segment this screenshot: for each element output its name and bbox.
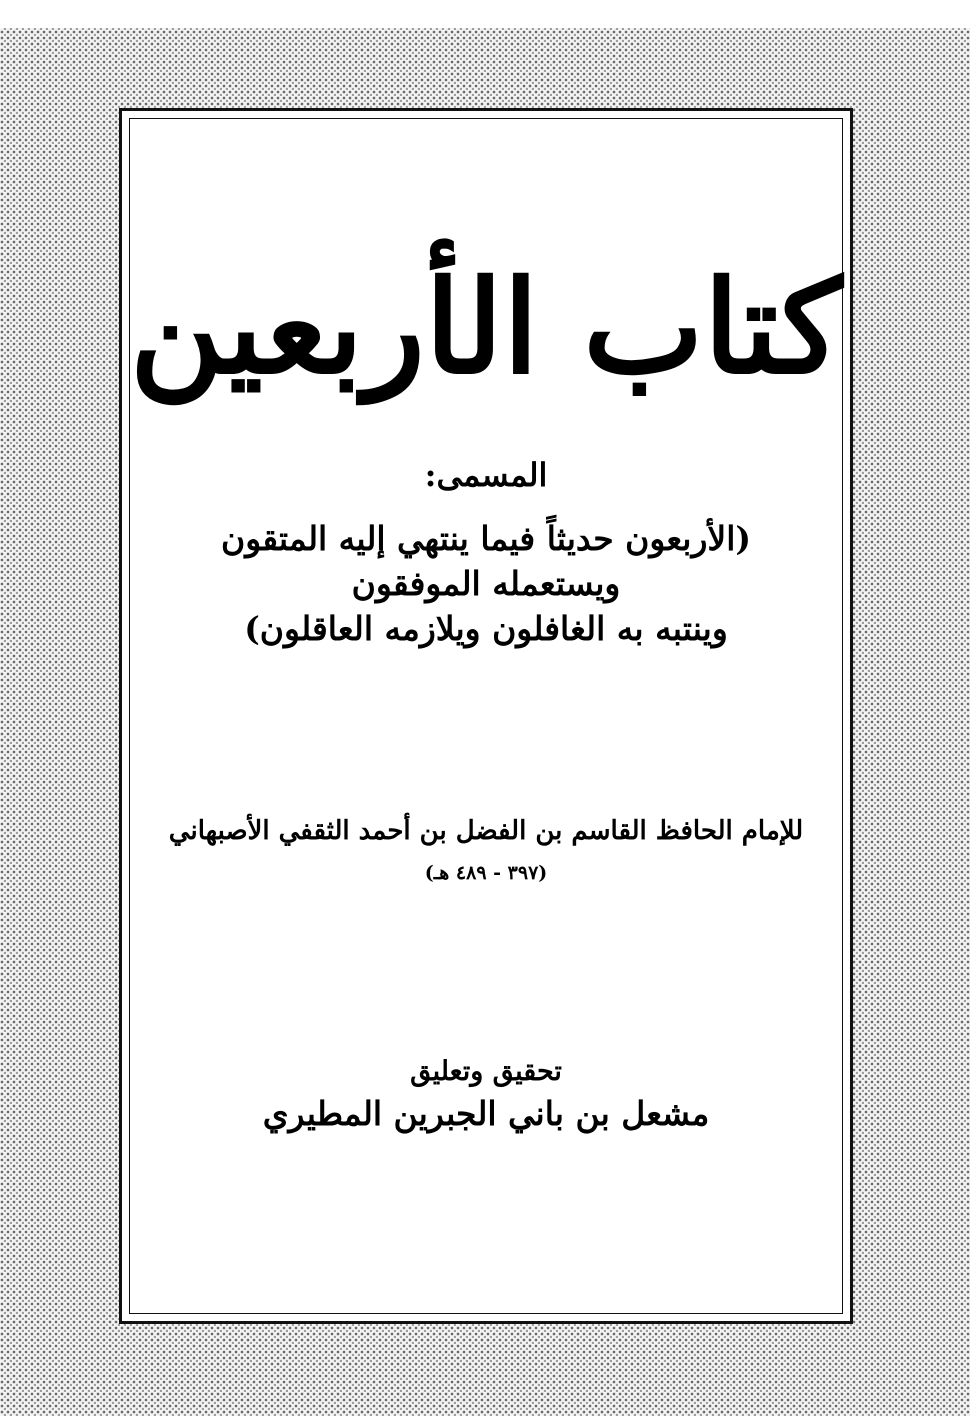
editing-label: تحقيق وتعليق — [410, 1056, 562, 1087]
book-title: كتاب الأربعين — [129, 253, 843, 403]
author-dates: (٣٩٧ - ٤٨٩ هـ) — [424, 862, 548, 884]
book-subtitle — [129, 516, 843, 651]
named-label: المسمى: — [424, 456, 548, 494]
cover-content — [129, 118, 843, 1314]
page-right-margin — [970, 0, 976, 1416]
page-top-margin — [0, 0, 976, 28]
editor-name: مشعل بن باني الجبرين المطيري — [262, 1094, 710, 1133]
subtitle-line: ويستعمله الموفقون — [351, 564, 621, 603]
author-line: للإمام الحافظ القاسم بن الفضل بن أحمد الثقفي الأصبهاني — [168, 816, 804, 846]
subtitle-line: وينتبه به الغافلون ويلازمه العاقلون) — [244, 609, 728, 648]
subtitle-line: (الأربعون حديثاً فيما ينتهي إليه المتقون — [220, 519, 752, 558]
